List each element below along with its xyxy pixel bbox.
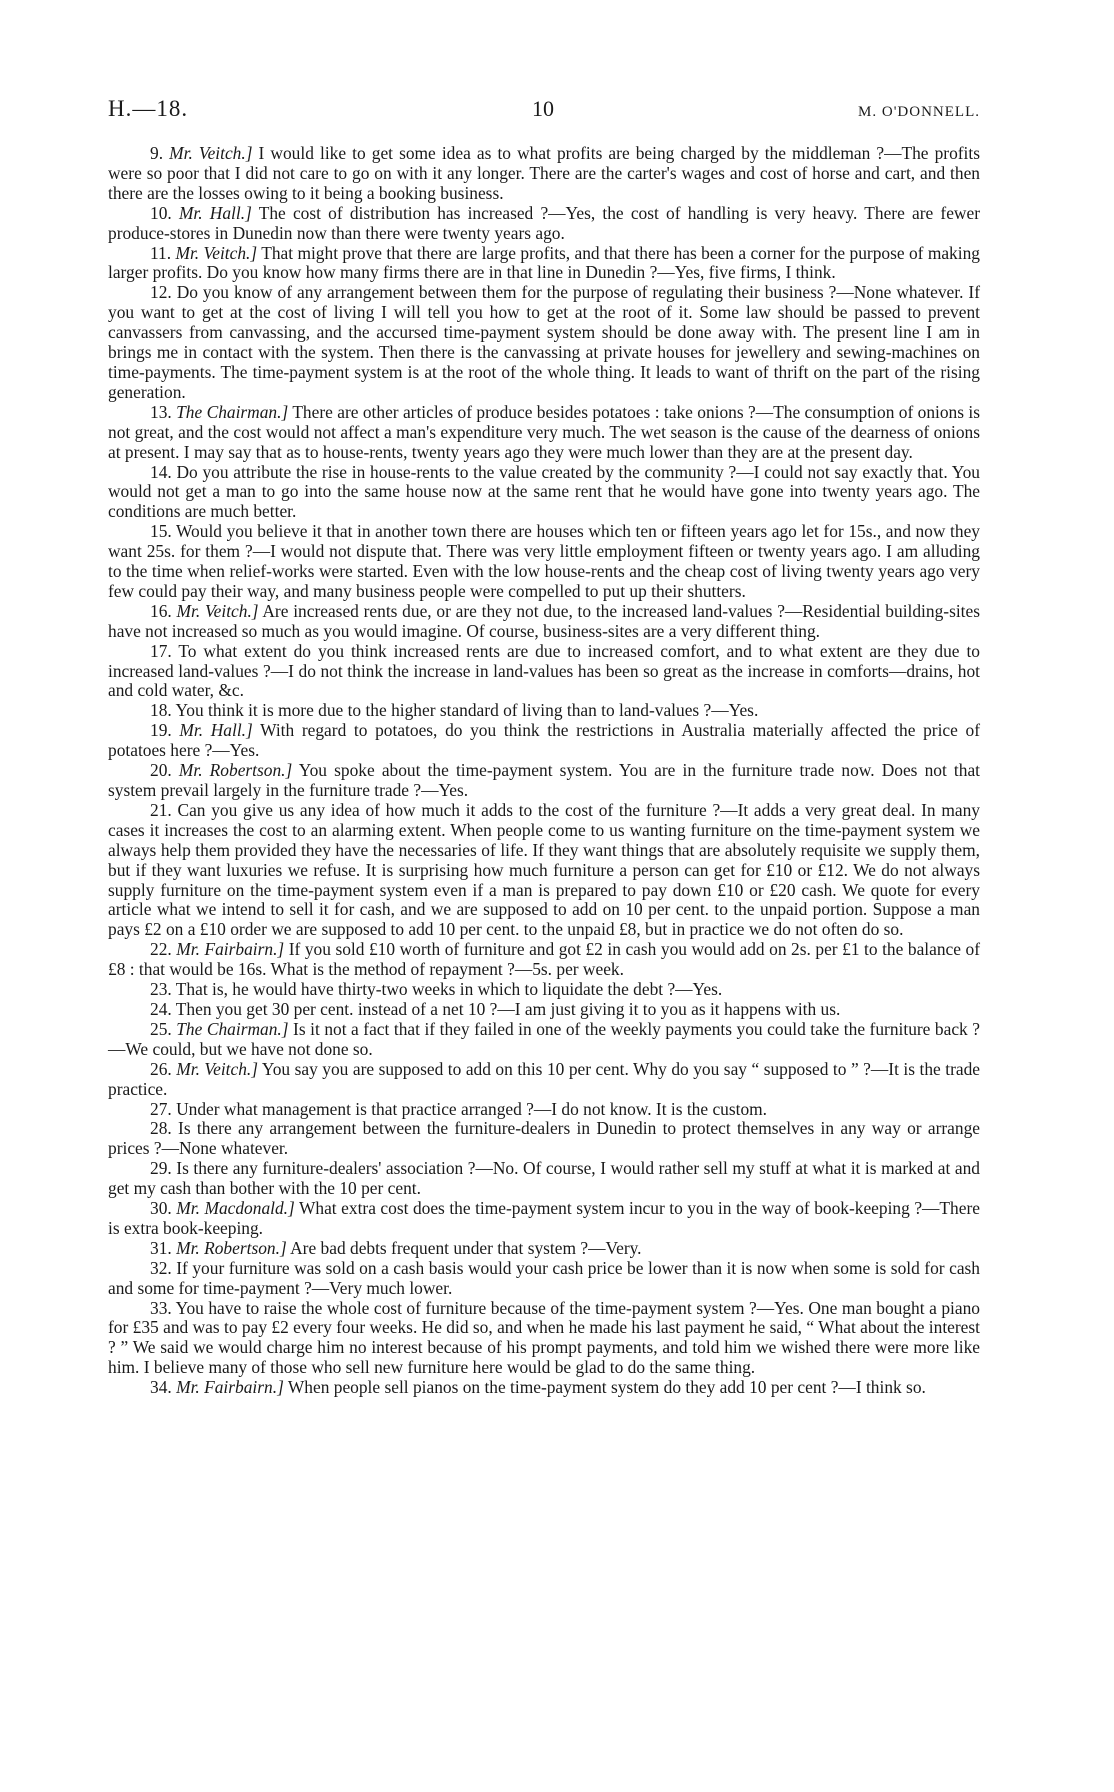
speaker-name: Mr. Robertson.]: [176, 1237, 287, 1258]
question-paragraph: [108, 1119, 980, 1159]
question-text: If you sold £10 worth of furniture and got £2 in cash you would add on 2s. per £1 to the balance of £8 : that would be 16s. What is the method of repayment ?—5s. per week.: [108, 939, 980, 980]
question-paragraph: [108, 1020, 980, 1060]
question-paragraph: [108, 1299, 980, 1379]
question-paragraph: [108, 283, 980, 402]
speaker-name: Mr. Fairbairn.]: [176, 1377, 284, 1398]
question-text: Is it not a fact that if they failed in one of the weekly payments you could take the furniture back ?—We could, but we have not done so.: [108, 1018, 980, 1059]
question-text: The cost of distribution has increased ?—Yes, the cost of handling is very heavy. There are fewer produce-stores in Dunedin now than there were twenty years ago.: [108, 202, 980, 243]
question-number: 10.: [150, 202, 179, 223]
report-reference: H.—18.: [108, 96, 189, 121]
question-paragraph: [108, 403, 980, 463]
question-paragraph: [108, 1060, 980, 1100]
question-number: 17.: [150, 640, 179, 661]
witness-name: M. O'DONNELL.: [858, 104, 980, 120]
question-number: 15.: [150, 521, 177, 542]
question-number: 32.: [150, 1257, 177, 1278]
question-paragraph: [108, 940, 980, 980]
question-text: Is there any arrangement between the furniture-dealers in Dunedin to protect themselves in any way or arrange prices ?—None whatever.: [108, 1118, 980, 1159]
question-number: 28.: [150, 1118, 179, 1139]
question-text: When people sell pianos on the time-payment system do they add 10 per cent ?—I think so.: [283, 1377, 926, 1398]
question-number: 21.: [150, 799, 178, 820]
question-text: That is, he would have thirty-two weeks in which to liquidate the debt ?—Yes.: [175, 979, 723, 1000]
question-text: You spoke about the time-payment system. You are in the furniture trade now. Does not that system prevail largely in the furniture trade ?—Yes.: [108, 760, 980, 800]
question-number: 20.: [150, 760, 179, 781]
question-paragraph: [108, 1100, 980, 1120]
question-paragraph: [108, 701, 980, 721]
question-paragraph: [108, 244, 980, 284]
question-text: Then you get 30 per cent. instead of a net 10 ?—I am just giving it to you as it happens with us.: [175, 998, 841, 1019]
question-text: You have to raise the whole cost of furniture because of the time-payment system ?—Yes. One man bought a piano for £35 and was to pay £2 every four weeks. He did so, and when he made his last payment he said, “ What about the interest ? ” We said we would charge him no interest because of his prompt payments, and told him we wished there were more like him. I believe many of those who sell new furniture here would be glad to do the same thing.: [108, 1297, 980, 1378]
question-text: Are increased rents due, or are they not due, to the increased land-values ?—Residential building-sites have not increased so much as you would imagine. Of course, business-sites are a very different thing.: [108, 600, 980, 641]
question-number: 30.: [150, 1198, 177, 1219]
question-text: I would like to get some idea as to what profits are being charged by the middleman ?—The profits were so poor that I did not care to go on with it any longer. There are the carter's wages and cost of horse and cart, and then there are the losses owing to it being a booking business.: [108, 143, 980, 203]
speaker-name: Mr. Robertson.]: [178, 760, 293, 781]
question-number: 13.: [150, 401, 177, 422]
question-paragraph: [108, 1239, 980, 1259]
question-paragraph: [108, 463, 980, 523]
document-page: [108, 96, 980, 1398]
question-number: 24.: [150, 998, 176, 1019]
page-number: 10: [532, 96, 554, 121]
question-text: What extra cost does the time-payment system incur to you in the way of book-keeping ?—There is extra book-keeping.: [108, 1198, 980, 1238]
question-paragraph: [108, 980, 980, 1000]
question-number: 27.: [150, 1098, 177, 1119]
speaker-name: Mr. Fairbairn.]: [176, 939, 285, 960]
question-text: Are bad debts frequent under that system ?—Very.: [286, 1237, 642, 1258]
question-text: Would you believe it that in another town there are houses which ten or fifteen years ago let for 15s., and now they want 25s. for them ?—I would not dispute that. There was very little employment fifteen or twenty years ago. I am alluding to the time when relief-works were started. Even with the low house-rents and the cheap cost of living twenty years ago very few could pay their way, and many business people were compelled to put up their shutters.: [108, 521, 980, 601]
question-text: Do you attribute the rise in house-rents to the value created by the community ?—I could not say exactly that. You would not get a man to go into the same house now at the same rent that he would have gone into twenty years ago. The conditions are much better.: [108, 461, 980, 522]
question-number: 22.: [150, 939, 177, 960]
question-number: 19.: [150, 720, 180, 741]
speaker-name: Mr. Veitch.]: [169, 143, 253, 163]
question-text: Is there any furniture-dealers' association ?—No. Of course, I would rather sell my stuff at what it is marked at and get my cash than bother with the 10 per cent.: [108, 1158, 980, 1199]
question-text: With regard to potatoes, do you think the restrictions in Australia materially affected the price of potatoes here ?—Yes.: [108, 720, 981, 761]
speaker-name: The Chairman.]: [176, 1018, 289, 1039]
page-header: [108, 96, 980, 122]
question-text: If your furniture was sold on a cash basis would your cash price be lower than it is now when some is sold for cash and some for time-payment ?—Very much lower.: [108, 1257, 981, 1298]
speaker-name: Mr. Veitch.]: [175, 242, 258, 263]
question-paragraph: [108, 522, 980, 602]
question-paragraph: [108, 642, 980, 702]
question-number: 33.: [150, 1297, 176, 1318]
question-paragraph: [108, 1259, 980, 1299]
question-number: 26.: [150, 1058, 177, 1079]
question-text: Can you give us any idea of how much it adds to the cost of the furniture ?—It adds a very great deal. In many cases it increases the cost to an alarming extent. When people come to us wanting furniture on the time-payment system we always help them provided they have the necessaries of life. If they want things that are absolutely requisite we supply them, but if they want luxuries we refuse. It is surprising how much furniture a person can get for £10 or £12. We do not always supply furniture on the time-payment system even if a man is prepared to pay down £10 or £20 cash. We quote for every article what we intend to sell it for cash, and we are supposed to add on 10 per cent. to the unpaid portion. Suppose a man pays £2 on a £10 order we are supposed to add 10 per cent. to the unpaid £8, but in practice we do not often do so.: [108, 799, 980, 940]
question-paragraph: [108, 1378, 980, 1398]
question-paragraph: [108, 204, 980, 244]
question-paragraph: [108, 1199, 980, 1239]
speaker-name: Mr. Hall.]: [178, 202, 252, 223]
question-paragraph: [108, 1159, 980, 1199]
speaker-name: Mr. Macdonald.]: [176, 1198, 295, 1219]
question-text: To what extent do you think increased rents are due to increased comfort, and to what extent are they due to increased land-values ?—I do not think the increase in land-values has been so great as the increase in comforts—drains, hot and cold water, &c.: [108, 640, 980, 701]
question-number: 14.: [150, 461, 177, 482]
speaker-name: Mr. Veitch.]: [176, 1058, 259, 1079]
question-text: Do you know of any arrangement between them for the purpose of regulating their business ?—None whatever. If you want to get at the cost of living I will tell you how to get at the root of it. Some law should be passed to prevent canvassers from canvassing, and the accursed time-payment system should be done away with. The present line I am in brings me in contact with the system. Then there is the canvassing at private houses for jewellery and sewing-machines on time-payments. The time-payment system is at the root of the whole thing. It leads to want of thrift on the part of the rising generation.: [108, 282, 980, 402]
question-paragraph: [108, 761, 980, 801]
question-number: 23.: [150, 979, 176, 1000]
question-paragraph: [108, 1000, 980, 1020]
question-number: 18.: [150, 700, 176, 721]
question-paragraph: [108, 801, 980, 940]
question-number: 29.: [150, 1158, 177, 1179]
question-number: 12.: [150, 282, 177, 303]
question-number: 31.: [150, 1237, 177, 1258]
question-number: 11.: [150, 242, 176, 263]
speaker-name: Mr. Hall.]: [179, 720, 253, 741]
question-paragraph: [108, 144, 980, 204]
question-text: Under what management is that practice arranged ?—I do not know. It is the custom.: [176, 1098, 768, 1119]
question-text: That might prove that there are large profits, and that there has been a corner for the purpose of making larger profits. Do you know how many firms there are in that line in Dunedin ?—Yes, five firms, I think.: [108, 242, 980, 283]
question-text: You think it is more due to the higher standard of living than to land-values ?—Yes.: [175, 700, 759, 721]
question-number: 16.: [150, 600, 177, 621]
question-number: 9.: [150, 143, 170, 163]
question-paragraph: [108, 721, 980, 761]
speaker-name: Mr. Veitch.]: [176, 600, 259, 621]
question-text: There are other articles of produce besides potatoes : take onions ?—The consumption of onions is not great, and the cost would not affect a man's expenditure very much. The wet season is the cause of the dearness of onions at present. I may say that as to house-rents, twenty years ago they were much lower than they are at the present day.: [108, 401, 980, 462]
speaker-name: The Chairman.]: [176, 401, 289, 422]
question-number: 25.: [150, 1018, 177, 1039]
question-number: 34.: [150, 1377, 177, 1398]
question-text: You say you are supposed to add on this 10 per cent. Why do you say “ supposed to ” ?—It is the trade practice.: [108, 1058, 980, 1099]
question-paragraph: [108, 602, 980, 642]
evidence-body: [108, 144, 980, 1398]
